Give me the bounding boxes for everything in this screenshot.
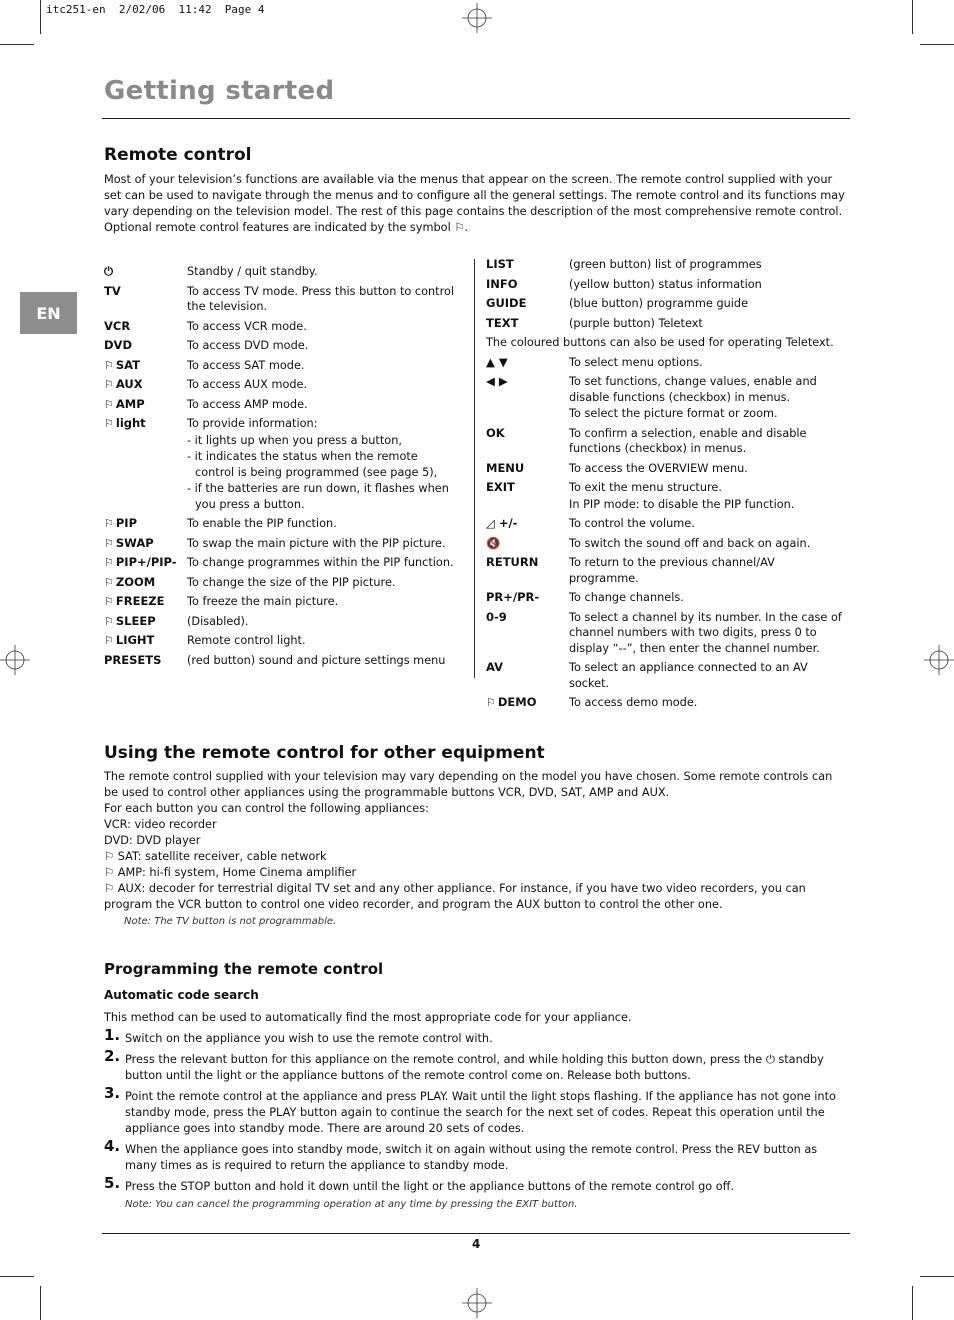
button-key-label: TV xyxy=(104,283,121,298)
button-description: To access TV mode. Press this button to control the television. xyxy=(187,284,455,313)
button-description: To provide information: xyxy=(187,417,318,430)
button-key-label: DVD xyxy=(104,338,132,352)
button-entry xyxy=(486,480,848,496)
button-entry xyxy=(486,355,848,371)
button-key-label: AUX xyxy=(115,377,143,391)
optional-feature-icon: ⚐ xyxy=(104,358,114,372)
button-description: - if the batteries are run down, it flashes when you press a button. xyxy=(187,482,449,511)
step-number: 2. xyxy=(104,1047,121,1065)
optional-feature-icon: ⚐ xyxy=(104,556,114,569)
button-entry xyxy=(104,481,456,512)
crop-mark xyxy=(0,1276,34,1277)
button-key-label: ZOOM xyxy=(115,574,156,589)
optional-feature-icon: ⚐ xyxy=(104,517,114,530)
other-p2: For each button you can control the following appliances: xyxy=(104,802,429,815)
button-entry xyxy=(104,594,456,610)
button-description: To access VCR mode. xyxy=(187,319,307,333)
button-key xyxy=(104,594,165,610)
programming-note: Note: You can cancel the programming operation at any time by pressing the EXIT button. xyxy=(125,1199,578,1210)
step xyxy=(104,1026,846,1047)
crop-mark xyxy=(0,44,34,45)
button-entry xyxy=(104,397,456,413)
button-key-label: LIST xyxy=(486,257,514,271)
optional-feature-icon: ⚐ xyxy=(104,595,114,608)
step-number: 5. xyxy=(104,1174,121,1192)
button-entry xyxy=(486,316,848,332)
button-key xyxy=(486,277,518,293)
button-description: (green button) list of programmes xyxy=(569,258,762,271)
programming-heading: Programming the remote control xyxy=(104,960,384,978)
button-key xyxy=(104,397,145,413)
button-entry xyxy=(104,516,456,532)
language-tab: EN xyxy=(20,292,77,334)
button-key-label: ▲ ▼ xyxy=(486,354,508,369)
button-description: To change programmes within the PIP function. xyxy=(187,556,454,569)
button-description: To select the picture format or zoom. xyxy=(569,407,778,420)
button-entry xyxy=(104,449,456,480)
button-key-label: PRESETS xyxy=(104,652,162,667)
print-slug: itc251-en 2/02/06 11:42 Page 4 xyxy=(46,3,265,16)
remote-intro: Most of your television’s functions are available via the menus that appear on the screen. The remote control supplied with your set can be used to navigate through the menus and to configure all the general settings. The remote control and its functions may vary depending on the television model. The rest of this page contains the description of the most comprehensive remote control. Optional remote control features are indicated by the symbol ⚐. xyxy=(104,173,845,234)
page-title: Getting started xyxy=(104,76,335,106)
remote-control-heading: Remote control xyxy=(104,145,252,165)
button-description: To exit the menu structure. xyxy=(569,481,722,494)
button-key xyxy=(104,284,121,300)
button-key-label: SLEEP xyxy=(115,613,156,628)
button-entry xyxy=(104,555,456,571)
step-text: Point the remote control at the appliance and press PLAY. Wait until the light stops flashing. If the appliance has not gone into standby mode, press the PLAY button again to continue the search for the next set of codes. Repeat this operation until the appliance goes into standby mode. There are around 20 sets of codes. xyxy=(125,1090,836,1135)
crop-mark xyxy=(40,0,41,34)
button-key-label: light xyxy=(115,416,146,430)
button-key xyxy=(486,536,500,552)
button-entry xyxy=(104,575,456,591)
registration-mark-icon xyxy=(462,3,492,33)
button-description: To control the volume. xyxy=(569,517,695,530)
appliance-sat: ⚐ SAT: satellite receiver, cable network xyxy=(104,850,327,863)
button-key xyxy=(486,355,508,371)
button-key xyxy=(486,516,517,532)
button-key-label: ⏻ xyxy=(104,264,114,278)
button-entry xyxy=(486,555,848,586)
column-divider xyxy=(474,259,475,678)
button-description: To set functions, change values, enable and disable functions (checkbox) in menus. xyxy=(569,375,817,404)
button-key-label: 0-9 xyxy=(486,609,507,624)
other-equipment-text xyxy=(104,769,846,930)
button-key xyxy=(104,416,146,432)
button-key-label: MENU xyxy=(486,460,525,475)
button-key xyxy=(486,426,505,442)
footer-rule xyxy=(102,1233,850,1234)
button-key-label: ◀ ▶ xyxy=(486,374,508,388)
button-entry xyxy=(104,358,456,374)
page-number: 4 xyxy=(472,1237,481,1251)
button-key xyxy=(486,316,518,332)
button-description: To change the size of the PIP picture. xyxy=(187,575,396,589)
button-key xyxy=(104,536,154,552)
button-description: To select a channel by its number. In the case of channel numbers with two digits, press 0 to display “--”, then enter the channel number. xyxy=(569,610,842,655)
button-entry xyxy=(104,284,456,315)
button-key-label: DEMO xyxy=(497,695,537,709)
button-description: (blue button) programme guide xyxy=(569,297,749,310)
button-key-label: SWAP xyxy=(115,535,154,550)
appliance-dvd: DVD: DVD player xyxy=(104,834,201,847)
button-key-label: EXIT xyxy=(486,480,515,494)
button-description: In PIP mode: to disable the PIP function. xyxy=(569,497,795,511)
step xyxy=(104,1047,846,1084)
optional-feature-icon: ⚐ xyxy=(104,536,114,550)
other-equipment-heading: Using the remote control for other equipment xyxy=(104,743,545,763)
button-entry xyxy=(486,660,848,691)
button-description: To switch the sound off and back on again. xyxy=(569,536,811,550)
button-description: To access AMP mode. xyxy=(187,397,308,411)
optional-feature-icon: ⚐ xyxy=(104,614,114,628)
button-entry xyxy=(486,610,848,657)
button-list-left xyxy=(104,264,456,672)
registration-mark-icon xyxy=(924,645,954,675)
button-entry xyxy=(104,433,456,449)
other-p1: The remote control supplied with your television may vary depending on the model you have chosen. Some remote controls can be used to control other appliances using the programmable buttons VCR, DVD, SAT, AMP and AUX. xyxy=(104,770,833,799)
button-key xyxy=(486,660,503,676)
crop-mark xyxy=(40,1286,41,1320)
auto-search-subheading: Automatic code search xyxy=(104,988,259,1002)
button-key-label: FREEZE xyxy=(115,594,165,608)
button-key xyxy=(104,377,143,393)
button-key xyxy=(104,338,132,354)
optional-feature-icon: ⚐ xyxy=(486,696,496,709)
step-number: 1. xyxy=(104,1026,121,1044)
button-key xyxy=(104,319,130,335)
button-description: (yellow button) status information xyxy=(569,277,762,291)
header-rule xyxy=(102,118,850,119)
crop-mark xyxy=(912,0,913,34)
button-entry xyxy=(486,277,848,293)
button-key xyxy=(486,590,539,606)
button-entry xyxy=(486,695,848,711)
button-key xyxy=(486,257,514,273)
button-entry xyxy=(486,497,848,513)
button-key xyxy=(486,461,524,477)
button-entry xyxy=(104,633,456,649)
step-text: Press the STOP button and hold it down until the light or the appliance buttons of the remote control go off. xyxy=(125,1180,735,1193)
button-description: To select an appliance connected to an AV socket. xyxy=(569,661,808,690)
button-key-label: ◿ +/- xyxy=(486,516,518,530)
step-text: Press the relevant button for this appliance on the remote control, and while holding this button down, press the ⏻ standby button until the light or the appliance buttons of the remote control come on. Release both buttons. xyxy=(125,1053,824,1082)
entry-note: The coloured buttons can also be used for operating Teletext. xyxy=(486,336,834,349)
appliance-aux: ⚐ AUX: decoder for terrestrial digital TV set and any other appliance. For instance, if you have two video recorders, you can program the VCR button to control one video recorder, and program the AUX button to control the other one. xyxy=(104,882,806,911)
button-description: To access demo mode. xyxy=(569,696,698,709)
button-entry xyxy=(486,335,848,351)
step-number: 4. xyxy=(104,1137,121,1155)
crop-mark xyxy=(920,1276,954,1277)
button-key-label: TEXT xyxy=(486,315,519,330)
appliance-vcr: VCR: video recorder xyxy=(104,818,217,831)
button-key-label: LIGHT xyxy=(115,633,155,647)
button-entry xyxy=(486,406,848,422)
button-key xyxy=(104,264,113,280)
button-description: Remote control light. xyxy=(187,634,306,647)
optional-feature-icon: ⚐ xyxy=(104,634,114,647)
button-key xyxy=(104,614,156,630)
button-key xyxy=(486,374,508,390)
button-key xyxy=(104,575,155,591)
button-description: To enable the PIP function. xyxy=(187,517,337,530)
button-description: - it indicates the status when the remote control is being programmed (see page 5), xyxy=(187,450,438,479)
registration-mark-icon xyxy=(0,645,30,675)
step-number: 3. xyxy=(104,1084,121,1102)
button-key-label: AV xyxy=(486,660,504,674)
step xyxy=(104,1084,846,1137)
button-key xyxy=(486,555,538,571)
button-description: To access AUX mode. xyxy=(187,378,308,391)
button-entry xyxy=(104,338,456,354)
button-description: To change channels. xyxy=(569,591,684,604)
button-description: To access the OVERVIEW menu. xyxy=(569,461,748,475)
button-key-label: OK xyxy=(486,425,505,440)
optional-feature-icon: ⚐ xyxy=(104,378,114,391)
crop-mark xyxy=(912,1286,913,1320)
button-key-label: VCR xyxy=(104,318,131,333)
button-key xyxy=(104,358,140,374)
button-description: Standby / quit standby. xyxy=(187,265,318,278)
button-entry xyxy=(486,296,848,312)
button-entry xyxy=(486,461,848,477)
button-description: (purple button) Teletext xyxy=(569,316,703,330)
button-key-label: PIP+/PIP- xyxy=(115,555,177,569)
button-entry xyxy=(104,416,456,432)
programming-intro: This method can be used to automatically find the most appropriate code for your appliance. xyxy=(104,1011,632,1024)
crop-mark xyxy=(920,44,954,45)
button-description: (red button) sound and picture settings menu xyxy=(187,653,446,667)
step-text: Switch on the appliance you wish to use the remote control with. xyxy=(125,1032,493,1045)
button-description: To swap the main picture with the PIP picture. xyxy=(187,536,446,550)
tv-note: Note: The TV button is not programmable. xyxy=(124,916,337,927)
button-description: To access DVD mode. xyxy=(187,339,309,352)
button-description: To access SAT mode. xyxy=(187,358,305,372)
button-key-label: PIP xyxy=(115,516,138,530)
button-key-label: SAT xyxy=(115,357,141,372)
button-key xyxy=(486,610,507,626)
button-key xyxy=(486,296,526,312)
button-entry xyxy=(486,590,848,606)
button-description: To confirm a selection, enable and disable functions (checkbox) in menus. xyxy=(569,426,807,455)
button-key xyxy=(104,516,137,532)
button-entry xyxy=(486,257,848,273)
button-key xyxy=(486,695,537,711)
appliance-amp: ⚐ AMP: hi-fi system, Home Cinema amplifier xyxy=(104,866,357,879)
button-description: (Disabled). xyxy=(187,614,249,628)
button-entry xyxy=(104,377,456,393)
optional-feature-icon: ⚐ xyxy=(104,397,114,411)
button-key xyxy=(104,555,177,571)
button-key xyxy=(486,480,515,496)
button-entry xyxy=(486,374,848,405)
button-list-right xyxy=(486,257,848,715)
button-description: To freeze the main picture. xyxy=(187,595,339,608)
optional-feature-icon: ⚐ xyxy=(104,575,114,589)
button-entry xyxy=(486,426,848,457)
button-key-label: AMP xyxy=(115,396,145,411)
registration-mark-icon xyxy=(462,1288,492,1318)
button-entry xyxy=(486,536,848,552)
button-entry xyxy=(104,264,456,280)
button-entry xyxy=(104,319,456,335)
button-entry xyxy=(104,614,456,630)
button-key xyxy=(104,653,161,669)
button-key xyxy=(104,633,154,649)
button-key-label: GUIDE xyxy=(486,296,527,310)
optional-feature-icon: ⚐ xyxy=(104,417,114,430)
button-description: To select menu options. xyxy=(569,355,703,369)
button-key-label: INFO xyxy=(486,276,518,291)
button-entry xyxy=(486,516,848,532)
button-entry xyxy=(104,536,456,552)
step-text: When the appliance goes into standby mode, switch it on again without using the remote control. Press the REV button as many times as is required to return the appliance to standby mode. xyxy=(125,1143,818,1172)
step xyxy=(104,1137,846,1174)
step xyxy=(104,1174,846,1195)
button-description: To return to the previous channel/AV programme. xyxy=(569,556,775,585)
button-key-label: 🔇 xyxy=(486,535,501,550)
button-description: - it lights up when you press a button, xyxy=(187,433,402,447)
button-key-label: RETURN xyxy=(486,555,539,569)
button-entry xyxy=(104,653,456,669)
button-key-label: PR+/PR- xyxy=(486,590,540,604)
